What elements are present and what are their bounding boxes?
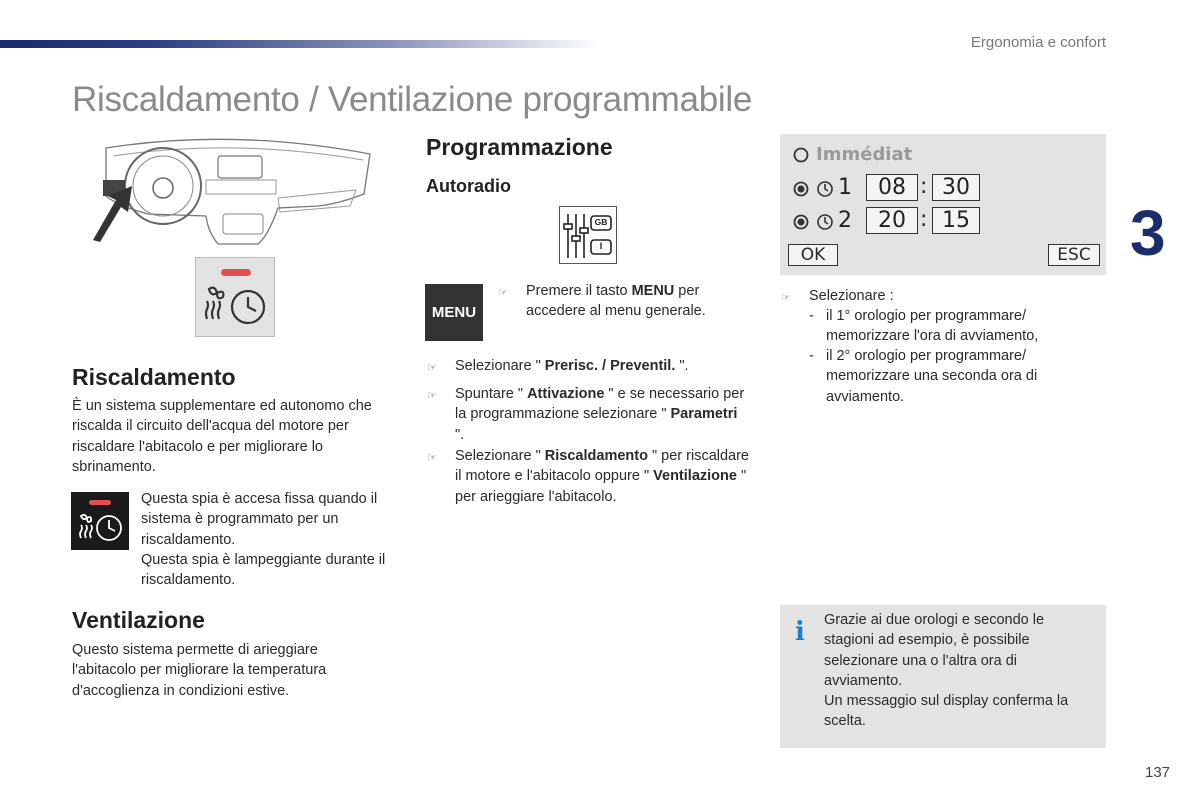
timer-1-row <box>792 174 1092 204</box>
menu-key-icon: MENU <box>425 284 483 341</box>
select-item-clock-1: - il 1° orologio per programmare/ memorizzare l'ora di avviamento, <box>809 308 1039 345</box>
riscaldamento-body: È un sistema supplementare ed autonomo che riscalda il circuito dell'acqua del motore per riscaldare l'abitacolo e per migliorare lo sbrinamento. <box>72 398 372 475</box>
dashboard-illustration <box>88 136 378 248</box>
esc-softkey: ESC <box>1048 244 1100 266</box>
pointing-hand-icon: ☞ <box>427 389 437 402</box>
timer-1-number: 1 <box>838 175 852 200</box>
select-lead: Selezionare : <box>809 288 894 304</box>
info-box <box>780 605 1106 748</box>
ok-softkey: OK <box>788 244 838 266</box>
info-icon: i <box>795 617 805 647</box>
page-title: Riscaldamento / Ventilazione programmabile <box>72 80 752 119</box>
ventilazione-body: Questo sistema permette di arieggiare l'abitacolo per migliorare la temperatura d'accoglienza in condizioni estive. <box>72 642 327 699</box>
timer-2-row <box>792 207 1092 237</box>
warning-text-flashing: Questa spia è lampeggiante durante il riscaldamento. <box>141 552 386 589</box>
heater-warning-lamp-icon <box>71 492 129 550</box>
programmazione-heading: Programmazione <box>426 134 613 160</box>
riscaldamento-heading: Riscaldamento <box>72 364 236 390</box>
section-name: Ergonomia e confort <box>970 34 1106 51</box>
timer-display-screen <box>780 134 1106 275</box>
i-label: I <box>599 241 603 251</box>
timer-1-separator: : <box>920 174 928 199</box>
info-text-1: Grazie ai due orologi e secondo le stagioni ad esempio, è possibile selezionare una o l'altra ora di avviamento. <box>824 612 1045 689</box>
immediate-label: Immédiat <box>816 144 913 165</box>
timer-2-hours: 20 <box>866 207 918 234</box>
chapter-number: 3 <box>1130 197 1166 269</box>
timer-2-separator: : <box>920 207 928 232</box>
pointing-hand-icon: ☞ <box>781 291 791 304</box>
autoradio-settings-icon <box>559 206 617 264</box>
warning-text-steady: Questa spia è accesa fissa quando il sistema è programmato per un riscaldamento. <box>141 491 378 548</box>
ventilazione-heading: Ventilazione <box>72 607 205 633</box>
page-number: 137 <box>1145 764 1171 781</box>
radio-selected-icon <box>792 180 810 198</box>
timer-1-hours: 08 <box>866 174 918 201</box>
timer-2-minutes: 15 <box>932 207 980 234</box>
pointing-hand-icon: ☞ <box>498 286 508 299</box>
radio-selected-icon <box>792 213 810 231</box>
pointing-hand-icon: ☞ <box>427 451 437 464</box>
timer-2-number: 2 <box>838 208 852 233</box>
select-item-clock-2: - il 2° orologio per programmare/ memorizzare una seconda ora di avviamento. <box>809 348 1038 405</box>
radio-empty-icon <box>792 146 810 164</box>
timer-1-minutes: 30 <box>932 174 980 201</box>
pointing-hand-icon: ☞ <box>427 361 437 374</box>
heater-warning-lamp-large <box>195 257 275 337</box>
autoradio-subheading: Autoradio <box>426 176 511 196</box>
clock-icon <box>816 180 834 198</box>
header-gradient-bar <box>0 40 600 48</box>
gb-label: GB <box>594 217 608 227</box>
info-text-2: Un messaggio sul display conferma la scelta. <box>824 693 1069 730</box>
clock-icon <box>816 213 834 231</box>
